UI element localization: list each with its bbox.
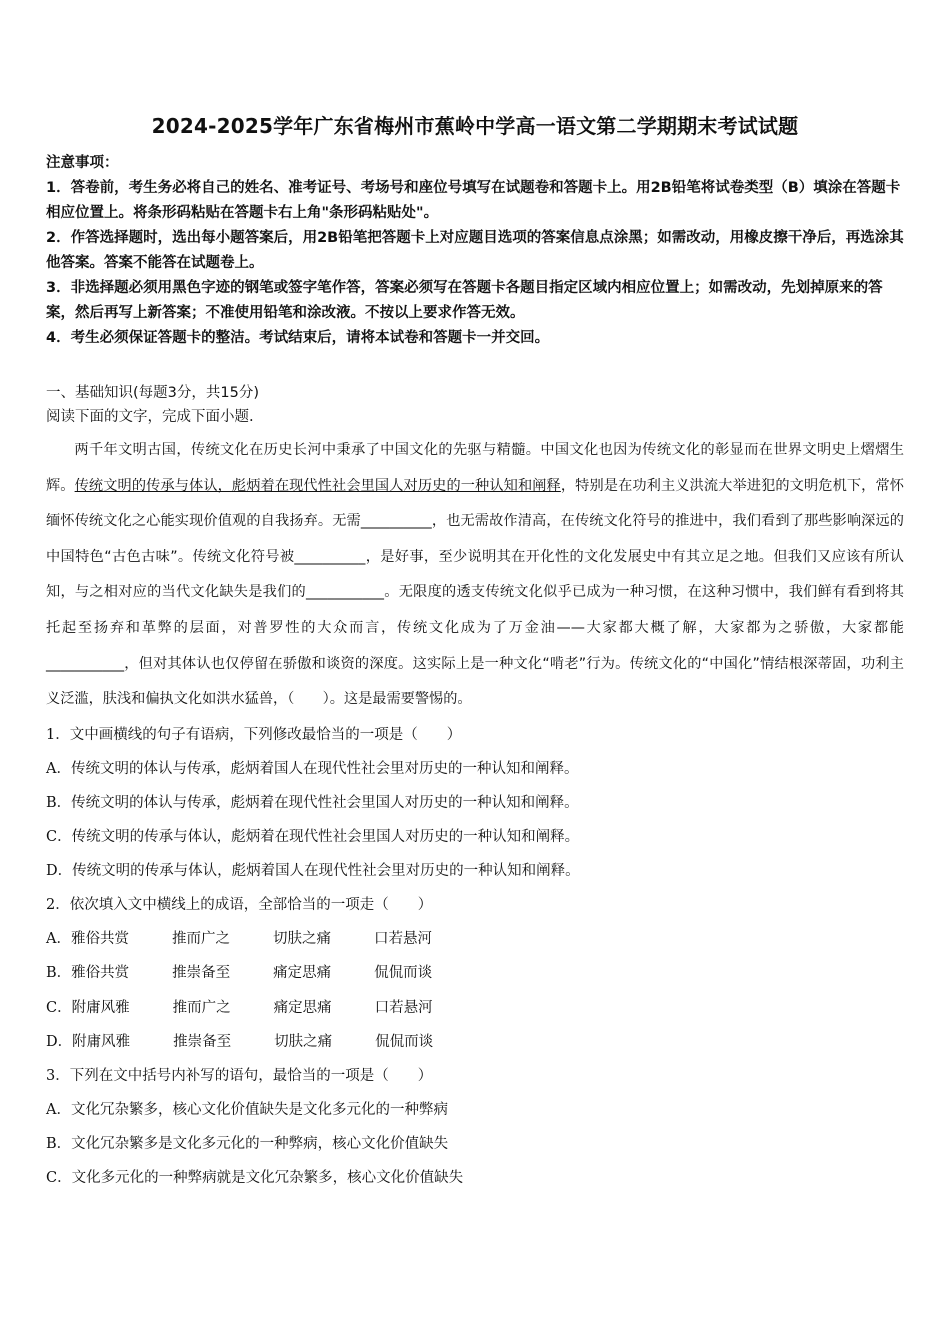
idiom: 附庸风雅 bbox=[71, 999, 130, 1016]
option-label: D． bbox=[46, 1033, 73, 1050]
option-c[interactable]: C．文化多元化的一种弊病就是文化冗杂繁多，核心文化价值缺失 bbox=[46, 1169, 464, 1186]
option-b[interactable]: B．文化冗杂繁多是文化多元化的一种弊病，核心文化价值缺失 bbox=[46, 1135, 449, 1152]
notice-heading: 注意事项： bbox=[46, 155, 119, 171]
idiom: 推崇备至 bbox=[173, 1033, 232, 1050]
option-c[interactable] bbox=[46, 991, 904, 1025]
idiom: 侃侃而谈 bbox=[374, 965, 433, 982]
option-c[interactable]: C．传统文明的传承与体认，彪炳着在现代性社会里国人对历史的一种认知和阐释。 bbox=[46, 829, 580, 846]
idiom: 痛定思痛 bbox=[273, 965, 332, 982]
option-b[interactable] bbox=[46, 956, 904, 990]
notice-item: 4．考生必须保证答题卡的整洁。考试结束后，请将本试卷和答题卡一并交回。 bbox=[46, 330, 550, 346]
option-a[interactable] bbox=[46, 922, 904, 956]
notice-item: 1．答卷前，考生务必将自己的姓名、准考证号、考场号和座位号填写在试题卷和答题卡上。用2B铅笔将试卷类型（B）填涂在答题卡相应位置上。将条形码粘贴在答题卡右上角"条形码粘贴处"。 bbox=[46, 180, 901, 221]
idiom: 附庸风雅 bbox=[72, 1033, 131, 1050]
reading-instruction: 阅读下面的文字，完成下面小题. bbox=[46, 409, 254, 425]
idiom: 痛定思痛 bbox=[273, 999, 332, 1016]
option-label: B． bbox=[46, 965, 72, 982]
idiom: 侃侃而谈 bbox=[375, 1033, 434, 1050]
option-a[interactable]: A．传统文明的体认与传承，彪炳着国人在现代性社会里对历史的一种认知和阐释。 bbox=[46, 760, 579, 777]
question-stem: 2．依次填入文中横线上的成语，全部恰当的一项走（ ） bbox=[46, 897, 433, 914]
reading-passage bbox=[46, 433, 904, 718]
idiom: 推而广之 bbox=[172, 999, 231, 1016]
exam-title: 2024-2025学年广东省梅州市蕉岭中学高一语文第二学期期末考试试题 bbox=[151, 114, 799, 138]
question-stem: 1．文中画横线的句子有语病，下列修改最恰当的一项是（ ） bbox=[46, 726, 462, 743]
passage-text: 两千年文明古国，传统文化在历史长河中秉承了中国文化的先驱与精髓。中国文化也因为传统文化的彰显而在世界文明史上熠熠生辉。 bbox=[46, 442, 904, 494]
question-2 bbox=[46, 888, 904, 1058]
option-label: A． bbox=[46, 931, 71, 948]
idiom: 切肤之痛 bbox=[272, 931, 331, 948]
underlined-sentence: 传统文明的传承与体认，彪炳着在现代性社会里国人对历史的一种认知和阐释 bbox=[74, 477, 561, 494]
idiom: 口若悬河 bbox=[373, 931, 432, 948]
option-label: C． bbox=[46, 999, 72, 1016]
section-heading: 一、基础知识(每题3分，共15分) bbox=[46, 385, 259, 401]
question-1 bbox=[46, 718, 904, 888]
notice-item: 2．作答选择题时，选出每小题答案后，用2B铅笔把答题卡上对应题目选项的答案信息点涂黑；如需改动，用橡皮擦干净后，再选涂其他答案。答案不能答在试题卷上。 bbox=[46, 230, 904, 271]
idiom: 雅俗共赏 bbox=[70, 931, 129, 948]
option-d[interactable]: D．传统文明的传承与体认，彪炳着国人在现代性社会里对历史的一种认知和阐释。 bbox=[46, 863, 580, 880]
option-b[interactable]: B．传统文明的体认与传承，彪炳着在现代性社会里国人对历史的一种认知和阐释。 bbox=[46, 794, 579, 811]
notice-block bbox=[46, 151, 904, 351]
notice-item: 3．非选择题必须用黑色字迹的钢笔或签字笔作答，答案必须写在答题卡各题目指定区域内相应位置上；如需改动，先划掉原来的答案，然后再写上新答案；不准使用铅笔和涂改液。不按以上要求作答无效。 bbox=[46, 280, 883, 321]
idiom: 推崇备至 bbox=[172, 965, 231, 982]
passage-text: ，特别是在功利主义洪流大举进犯的文明危机下，常怀缅怀传统文化之心能实现价值观的自我扬弃。无需__________，也无需故作清高，在传统文化符号的推进中，我们看到了那些影响深远的中国特色“古色古味”。传统文化符号被__________，是好事，至少说明其在开化性的文化发展史中有其立足之地。但我们又应该有所认知，与之相对应的当代文化缺失是我们的___________。无限度的透支传统文化似乎已成为一种习惯，在这种习惯中，我们鲜有看到将其托起至扬弃和革弊的层面，对普罗性的大众而言，传统文化成为了万金油——大家都大概了解，大家都为之骄傲，大家都能___________，但对其体认也仅停留在骄傲和谈资的深度。这实际上是一种文化“啃老”行为。传统文化的“中国化”情结根深蒂固，功利主义泛滥，肤浅和偏执文化如洪水猛兽，（ ）。这是最需要警惕的。 bbox=[46, 477, 904, 708]
question-stem: 3．下列在文中括号内补写的语句，最恰当的一项是（ ） bbox=[46, 1067, 433, 1084]
idiom: 口若悬河 bbox=[374, 999, 433, 1016]
idiom: 推而广之 bbox=[171, 931, 230, 948]
option-a[interactable]: A．文化冗杂繁多，核心文化价值缺失是文化多元化的一种弊病 bbox=[46, 1101, 448, 1118]
idiom: 雅俗共赏 bbox=[71, 965, 130, 982]
option-d[interactable] bbox=[46, 1025, 904, 1059]
idiom: 切肤之痛 bbox=[274, 1033, 333, 1050]
question-3 bbox=[46, 1059, 904, 1195]
